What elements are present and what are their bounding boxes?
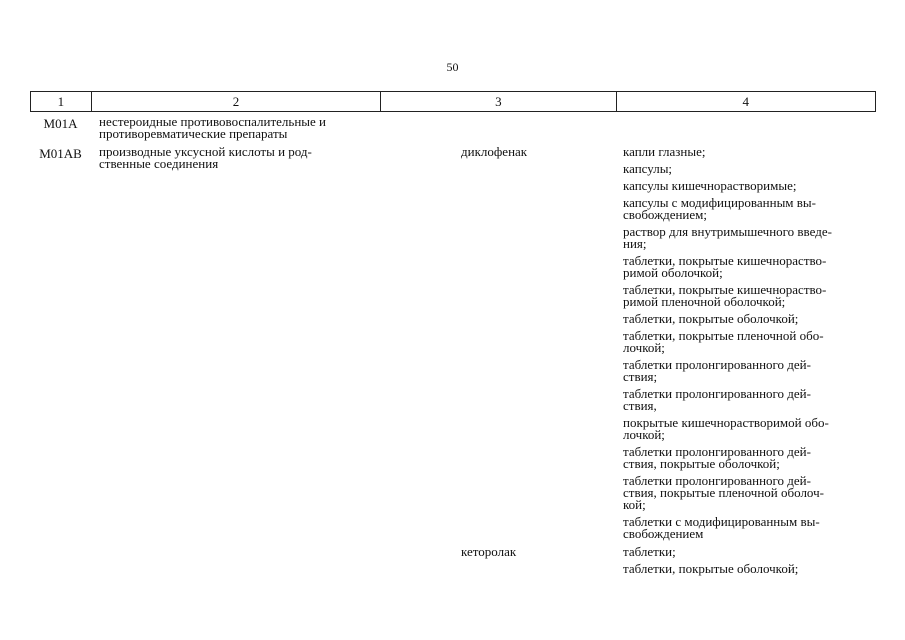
description-line: производные уксусной кислоты и род-	[99, 144, 312, 159]
dosage-form-line: таблетки пролонгированного дей-	[623, 473, 811, 488]
table-row	[30, 116, 876, 140]
dosage-form-line: таблетки, покрытые оболочкой;	[623, 311, 799, 326]
dosage-form-line: таблетки пролонгированного дей-	[623, 386, 811, 401]
dosage-form-line: раствор для внутримышечного введе-	[623, 224, 832, 239]
dosage-form-line: свобождением;	[623, 207, 707, 222]
substance-name	[381, 116, 617, 140]
dosage-form	[623, 163, 876, 175]
dosage-form	[623, 197, 876, 221]
dosage-form-line: ствия, покрытые оболочкой;	[623, 456, 780, 471]
dosage-form-line: капсулы с модифицированным вы-	[623, 195, 816, 210]
dosage-form	[623, 516, 876, 540]
description-line: противоревматические препараты	[99, 126, 288, 141]
table-header	[30, 91, 876, 112]
dosage-form	[623, 446, 876, 470]
dosage-form-line: свобождением	[623, 526, 704, 541]
header-col-2: 2	[92, 92, 381, 111]
atc-description	[91, 546, 381, 575]
table-row	[30, 546, 876, 575]
dosage-form-line: капсулы кишечнорастворимые;	[623, 178, 797, 193]
dosage-form-line: таблетки, покрытые оболочкой;	[623, 561, 799, 576]
table-row	[30, 146, 876, 540]
dosage-forms	[617, 116, 876, 140]
dosage-form-line: лочкой;	[623, 427, 665, 442]
substance-name: диклофенак	[461, 144, 528, 159]
dosage-form	[623, 330, 876, 354]
atc-code	[30, 546, 91, 575]
dosage-form-line: капсулы;	[623, 161, 673, 176]
dosage-form-line: капли глазные;	[623, 144, 706, 159]
dosage-form-line: римой пленочной оболочкой;	[623, 294, 786, 309]
header-col-4: 4	[742, 94, 750, 109]
dosage-form-line: ния;	[623, 236, 647, 251]
dosage-form	[623, 146, 876, 158]
description-line: ственные соединения	[99, 156, 219, 171]
dosage-forms	[617, 146, 876, 540]
dosage-form-line: таблетки пролонгированного дей-	[623, 444, 811, 459]
dosage-form-line: таблетки, покрытые пленочной обо-	[623, 328, 824, 343]
dosage-form-line: таблетки пролонгированного дей-	[623, 357, 811, 372]
dosage-form-line: таблетки, покрытые кишечнораство-	[623, 253, 827, 268]
header-col-1: 1	[31, 92, 92, 111]
dosage-form	[623, 226, 876, 250]
dosage-form	[623, 546, 876, 558]
dosage-form-line: таблетки;	[623, 544, 676, 559]
dosage-form	[623, 475, 876, 511]
dosage-form	[623, 563, 876, 575]
dosage-form-line: ствия,	[623, 398, 657, 413]
dosage-form-line: таблетки с модифицированным вы-	[623, 514, 820, 529]
dosage-form-line: таблетки, покрытые кишечнораство-	[623, 282, 827, 297]
atc-description	[91, 116, 381, 140]
page-number: 50	[446, 60, 459, 74]
atc-description	[91, 146, 381, 540]
atc-code: M01AB	[39, 146, 82, 161]
header-col-3: 3	[381, 92, 616, 111]
dosage-form	[623, 180, 876, 192]
atc-code: M01A	[43, 116, 78, 131]
dosage-form	[623, 313, 876, 325]
dosage-forms	[617, 546, 876, 575]
dosage-form-line: ствия;	[623, 369, 658, 384]
dosage-form	[623, 359, 876, 383]
dosage-form-line: покрытые кишечнорастворимой обо-	[623, 415, 829, 430]
dosage-form	[623, 255, 876, 279]
table-body	[30, 116, 876, 575]
description-line: нестероидные противовоспалительные и	[99, 114, 326, 129]
dosage-form	[623, 284, 876, 308]
dosage-form-line: римой оболочкой;	[623, 265, 723, 280]
substance-name: кеторолак	[461, 544, 517, 559]
dosage-form-line: кой;	[623, 497, 646, 512]
dosage-form	[623, 417, 876, 441]
dosage-form	[623, 388, 876, 412]
dosage-form-line: ствия, покрытые пленочной оболоч-	[623, 485, 824, 500]
dosage-form-line: лочкой;	[623, 340, 665, 355]
